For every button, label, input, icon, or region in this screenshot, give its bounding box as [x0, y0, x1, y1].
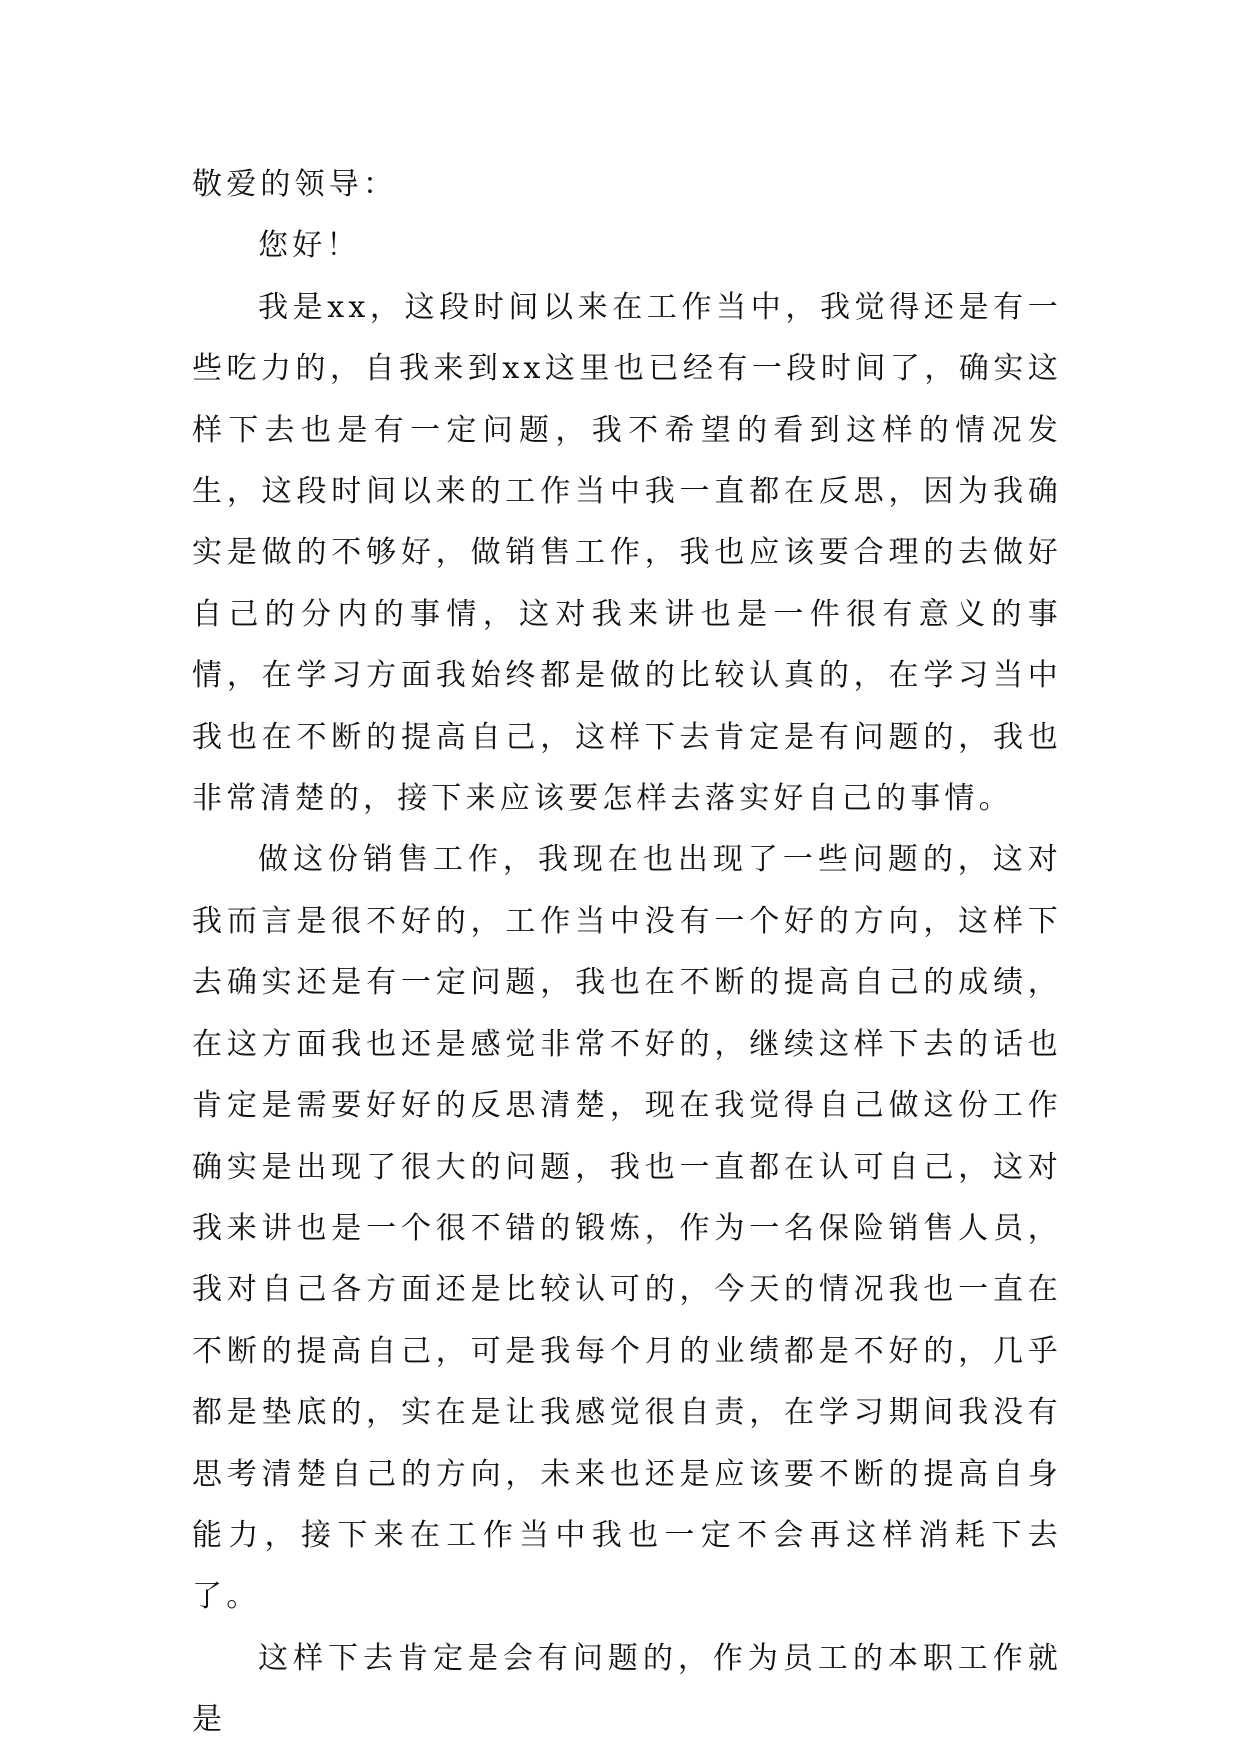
- paragraph-1: 我是xx，这段时间以来在工作当中，我觉得还是有一些吃力的，自我来到xx这里也已经有一段时间了，确实这样下去也是有一定问题，我不希望的看到这样的情况发生，这段时间以来的工作当中我一直都在反思，因为我确实是做的不够好，做销售工作，我也应该要合理的去做好自己的分内的事情，这对我来讲也是一件很有意义的事情，在学习方面我始终都是做的比较认真的，在学习当中我也在不断的提高自己，这样下去肯定是有问题的，我也非常清楚的，接下来应该要怎样去落实好自己的事情。: [192, 289, 1062, 817]
- paragraph-2: 做这份销售工作，我现在也出现了一些问题的，这对我而言是很不好的，工作当中没有一个好的方向，这样下去确实还是有一定问题，我也在不断的提高自己的成绩，在这方面我也还是感觉非常不好的，继续这样下去的话也肯定是需要好好的反思清楚，现在我觉得自己做这份工作确实是出现了很大的问题，我也一直都在认可自己，这对我来讲也是一个很不错的锻炼，作为一名保险销售人员，我对自己各方面还是比较认可的，今天的情况我也一直在不断的提高自己，可是我每个月的业绩都是不好的，几乎都是垫底的，实在是让我感觉很自责，在学习期间我没有思考清楚自己的方向，未来也还是应该要不断的提高自身能力，接下来在工作当中我也一定不会再这样消耗下去了。: [192, 842, 1062, 1615]
- paragraph-3: 这样下去肯定是会有问题的，作为员工的本职工作就是: [192, 1640, 1062, 1738]
- greeting: 您好！: [258, 228, 361, 264]
- letter-body: [192, 154, 1062, 1751]
- salutation: 敬爱的领导：: [192, 167, 398, 202]
